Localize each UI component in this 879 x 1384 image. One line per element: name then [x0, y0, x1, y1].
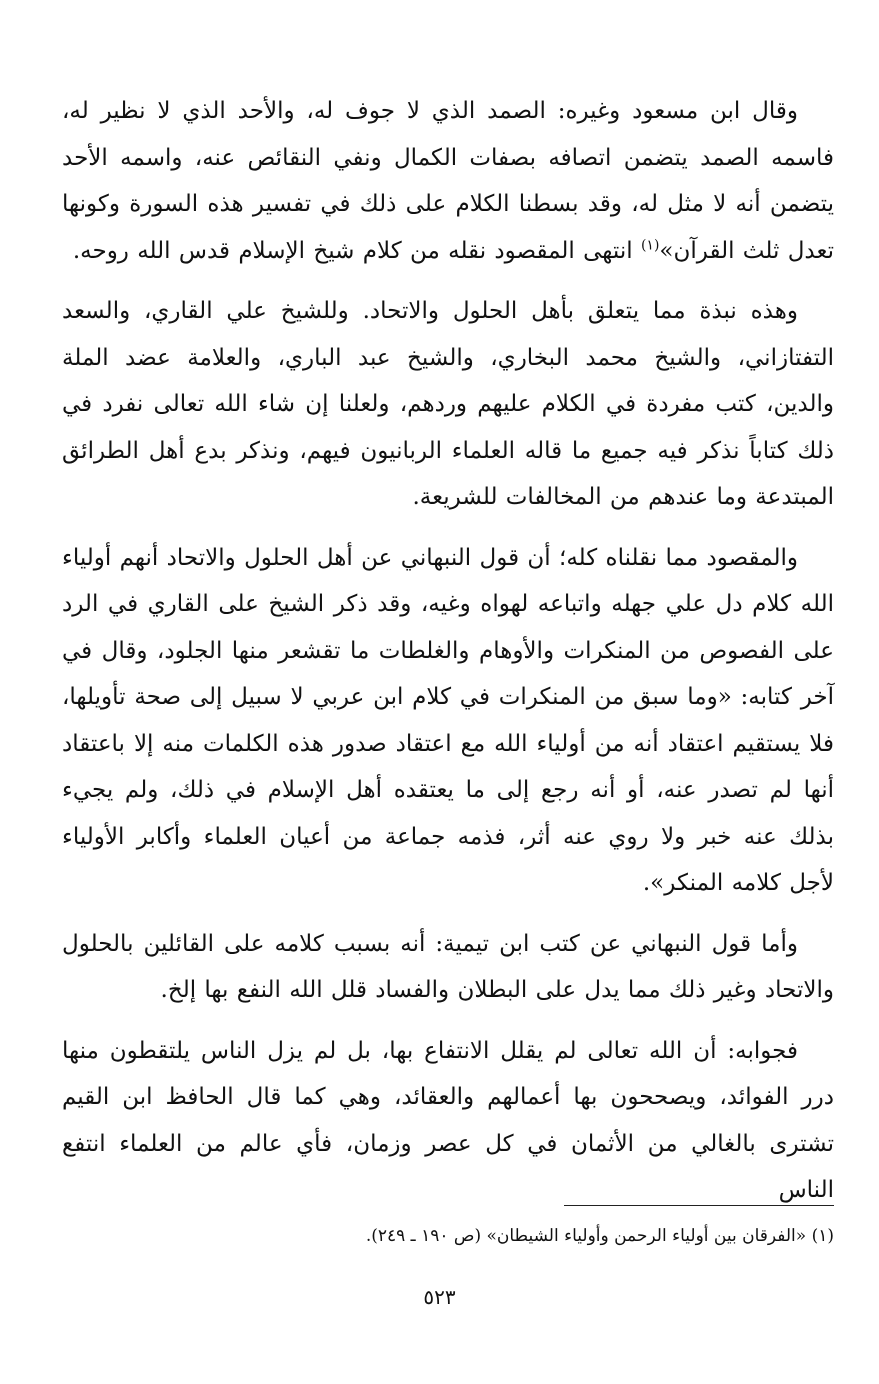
- paragraph-1-text-continued: انتهى المقصود نقله من كلام شيخ الإسلام قدس الله روحه.: [72, 237, 641, 264]
- page-body: [62, 88, 834, 1214]
- paragraph-3: والمقصود مما نقلناه كله؛ أن قول النبهاني عن أهل الحلول والاتحاد أنهم أولياء الله كلام دل علي جهله واتباعه لهواه وغيه، وقد ذكر الشيخ على القاري في الرد على الفصوص من المنكرات والأوهام والغلطات ما تقشعر منها الجلود، وقال في آخر كتابه: «وما سبق من المنكرات في كلام ابن عربي لا سبيل إلى صحة تأويلها، فلا يستقيم اعتقاد أنه من أولياء الله مع اعتقاد صدور هذه الكلمات منه إلا باعتقاد أنها لم تصدر عنه، أو أنه رجع إلى ما يعتقده أهل الإسلام في ذلك، ولم يجيء بذلك عنه خبر ولا روي عنه أثر، فذمه جماعة من أعيان العلماء وأكابر الأولياء لأجل كلامه المنكر».: [62, 544, 834, 896]
- paragraph-1-text: وقال ابن مسعود وغيره: الصمد الذي لا جوف له، والأحد الذي لا نظير له، فاسمه الصمد يتضمن اتصافه بصفات الكمال ونفي النقائص عنه، واسمه الأحد يتضمن أنه لا مثل له، وقد بسطنا الكلام على ذلك في تفسير هذه السورة وكونها تعدل ثلث القرآن»: [62, 98, 834, 264]
- paragraph-5: فجوابه: أن الله تعالى لم يقلل الانتفاع بها، بل لم يزل الناس يلتقطون منها درر الفوائد، ويصححون بها أعمالهم والعقائد، وهي كما قال الحافظ ابن القيم تشترى بالغالي من الأثمان في كل عصر وزمان، فأي عالم من العلماء انتفع الناس: [62, 1037, 834, 1203]
- footnote-divider: [564, 1205, 834, 1206]
- paragraph-2: وهذه نبذة مما يتعلق بأهل الحلول والاتحاد. وللشيخ علي القاري، والسعد التفتازاني، والشيخ محمد البخاري، والشيخ عبد الباري، والعلامة عضد الملة والدين، كتب مفردة في الكلام عليهم وردهم، ولعلنا إن شاء الله تعالى نفرد في ذلك كتاباً نذكر فيه جميع ما قاله العلماء الربانيون فيهم، ونذكر بدع أهل الطرائق المبتدعة وما عندهم من المخالفات للشريعة.: [62, 298, 834, 510]
- paragraph-1: [62, 88, 834, 274]
- paragraph-4: وأما قول النبهاني عن كتب ابن تيمية: أنه بسبب كلامه على القائلين بالحلول والاتحاد وغير ذلك مما يدل على البطلان والفساد قلل الله النفع بها إلخ.: [62, 930, 834, 1003]
- page-number: ٥٢٣: [423, 1285, 456, 1309]
- footnote: (١) «الفرقان بين أولياء الرحمن وأولياء الشيطان» (ص ١٩٠ ـ ٢٤٩).: [365, 1226, 834, 1246]
- footnote-reference: (١): [640, 236, 660, 253]
